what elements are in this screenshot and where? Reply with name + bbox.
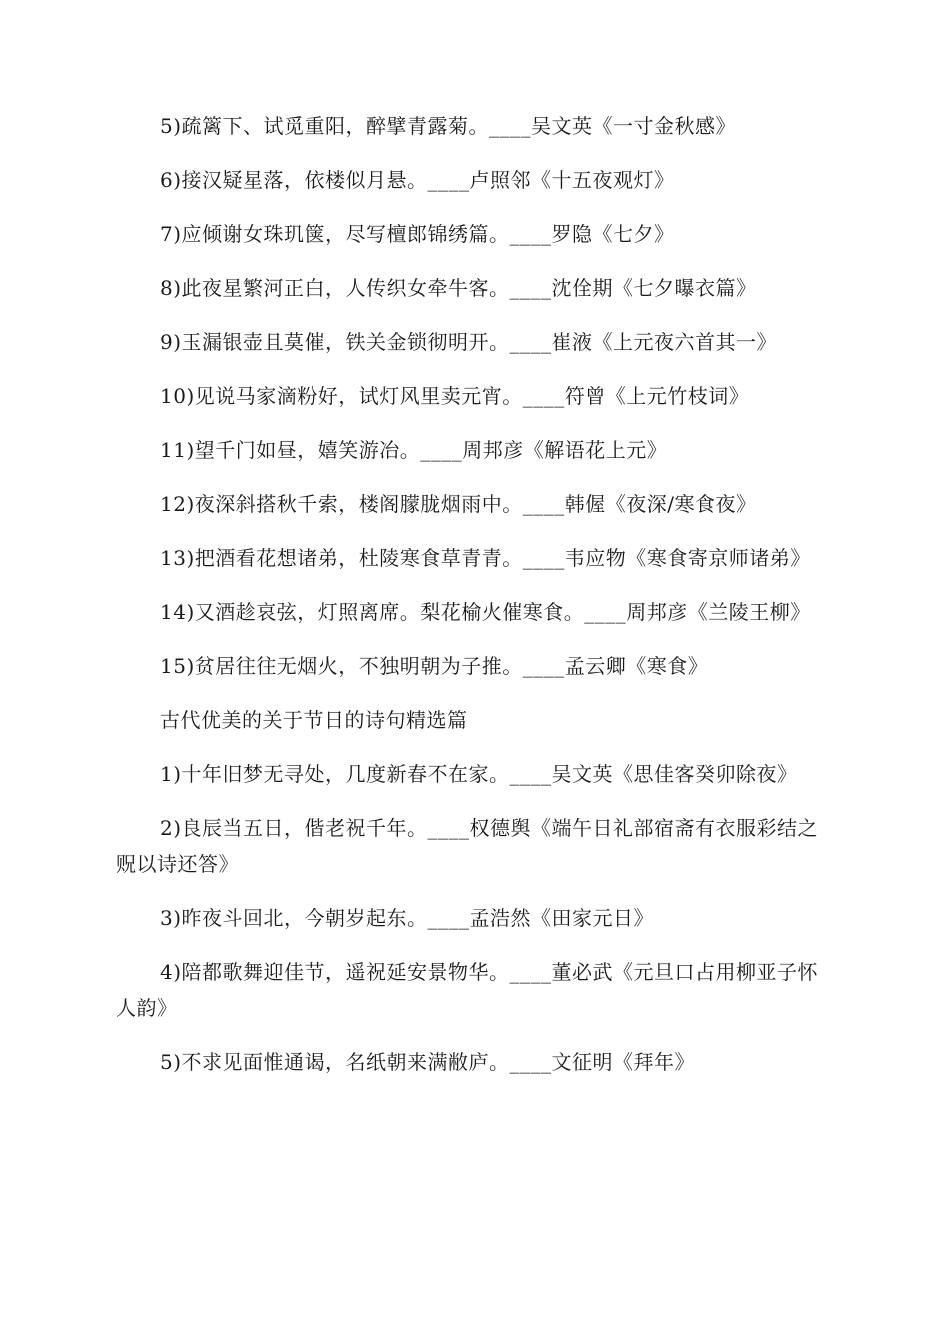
poem-line: 5)不求见面惟通谒，名纸朝来满敝庐。____文征明《拜年》 <box>160 1050 696 1074</box>
poem-line: 5)疏篱下、试觅重阳，醉擘青露菊。____吴文英《一寸金秋感》 <box>160 114 737 138</box>
poem-line: 6)接汉疑星落，依楼似月悬。____卢照邻《十五夜观灯》 <box>160 168 675 192</box>
poem-line: 4)陪都歌舞迎佳节，遥祝延安景物华。____董必武《元旦口占用柳亚子怀人韵》 <box>116 960 819 1020</box>
poem-line: 7)应倾谢女珠玑箧，尽写檀郎锦绣篇。____罗隐《七夕》 <box>160 222 675 246</box>
poem-line: 15)贫居往往无烟火，不独明朝为子推。____孟云卿《寒食》 <box>160 654 709 678</box>
poem-line: 9)玉漏银壶且莫催，铁关金锁彻明开。____崔液《上元夜六首其一》 <box>160 330 778 354</box>
document-body <box>116 108 836 1098</box>
poem-line: 3)昨夜斗回北，今朝岁起东。____孟浩然《田家元日》 <box>160 906 655 930</box>
poem-line: 10)见说马家滴粉好，试灯风里卖元宵。____符曾《上元竹枝词》 <box>160 384 750 408</box>
poem-line: 14)又酒趁哀弦，灯照离席。梨花榆火催寒食。____周邦彦《兰陵王柳》 <box>160 600 811 624</box>
poem-line: 8)此夜星繁河正白，人传织女牵牛客。____沈佺期《七夕曝衣篇》 <box>160 276 757 300</box>
section-heading: 古代优美的关于节日的诗句精选篇 <box>160 708 468 732</box>
poem-line: 11)望千门如昼，嬉笑游冶。____周邦彦《解语花上元》 <box>160 438 668 462</box>
poem-line: 13)把酒看花想诸弟，杜陵寒食草青青。____韦应物《寒食寄京师诸弟》 <box>160 546 811 570</box>
poem-line: 1)十年旧梦无寻处，几度新春不在家。____吴文英《思佳客癸卯除夜》 <box>160 762 798 786</box>
poem-line: 12)夜深斜搭秋千索，楼阁朦胧烟雨中。____韩偓《夜深/寒食夜》 <box>160 492 757 516</box>
poem-line: 2)良辰当五日，偕老祝千年。____权德舆《端午日礼部宿斋有衣服彩结之贶以诗还答》 <box>116 816 819 876</box>
